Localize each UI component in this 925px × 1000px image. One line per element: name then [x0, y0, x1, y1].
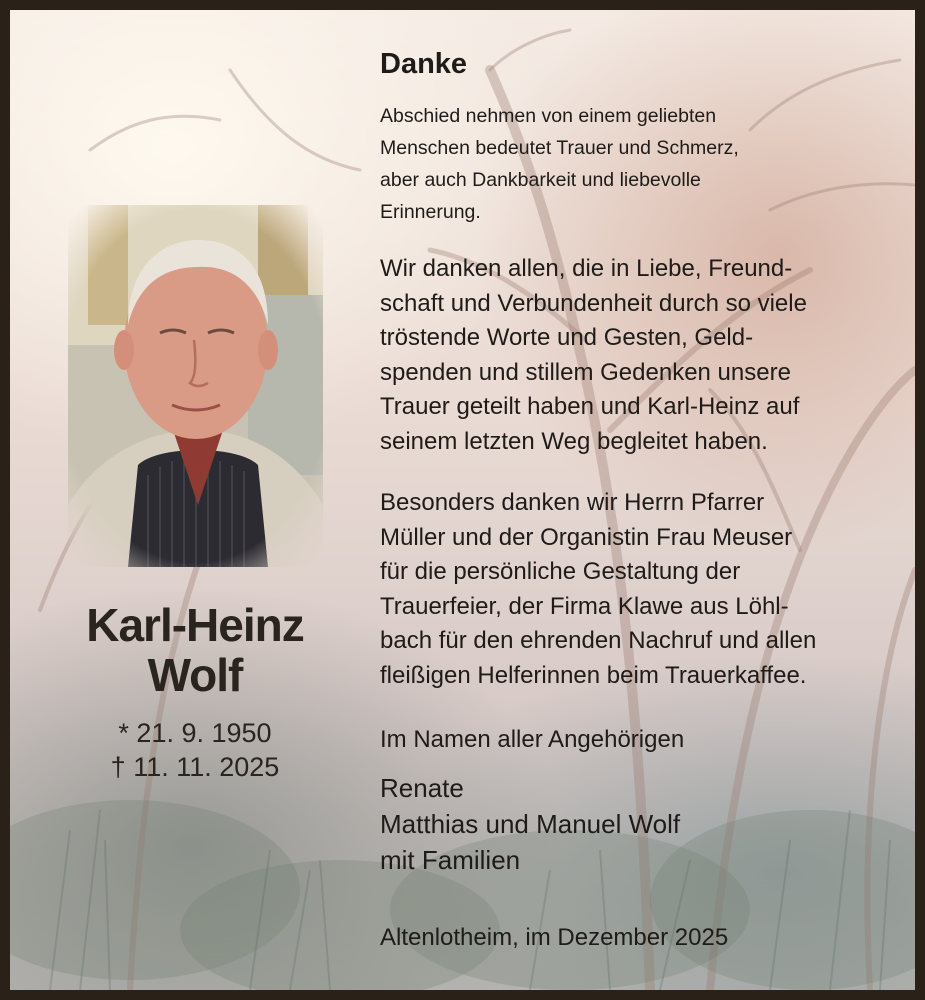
thanks1-line: schaft und Verbundenheit durch so viele [380, 289, 807, 317]
thanks2-line: Trauerfeier, der Firma Klawe aus Löhl- [380, 592, 789, 620]
intro-paragraph [380, 100, 850, 228]
birth-date: * 21. 9. 1950 [118, 718, 272, 748]
intro-line: Menschen bedeutet Trauer und Schmerz, [380, 137, 739, 159]
intro-line: Abschied nehmen von einem geliebten [380, 105, 717, 127]
thanks2-line: fleißigen Helferinnen beim Trauerkaffee. [380, 661, 807, 689]
thanks-paragraph-1 [380, 252, 875, 459]
thanks-paragraph-2 [380, 486, 875, 693]
intro-line: Erinnerung. [380, 201, 481, 223]
thanks1-line: tröstende Worte und Gesten, Geld- [380, 324, 754, 351]
obituary-card [10, 10, 915, 990]
place-date: Altenlotheim, im Dezember 2025 [380, 924, 729, 951]
family-line: mit Familien [380, 845, 521, 875]
thanks2-line: bach für den ehrenden Nachruf und allen [380, 627, 817, 654]
intro-line: aber auch Dankbarkeit und liebevolle [380, 169, 701, 191]
thanks2-line: Müller und der Organistin Frau Meuser [380, 523, 793, 551]
heading-danke: Danke [380, 48, 468, 80]
portrait-photo [68, 205, 323, 567]
death-date: † 11. 11. 2025 [110, 752, 280, 782]
thanks2-line: für die persönliche Gestaltung der [380, 558, 741, 585]
thanks1-line: Wir danken allen, die in Liebe, Freund- [380, 255, 793, 282]
thanks1-line: Trauer geteilt haben und Karl-Heinz auf [380, 393, 800, 420]
thanks1-line: spenden und stillem Gedenken unsere [380, 358, 791, 386]
portrait-illustration [68, 205, 323, 567]
thanks2-line: Besonders danken wir Herrn Pfarrer [380, 489, 765, 516]
name-first: Karl-Heinz [86, 599, 304, 651]
thanks1-line: seinem letzten Weg begleitet haben. [380, 427, 768, 455]
family-names [380, 770, 680, 878]
name-last: Wolf [147, 649, 243, 701]
on-behalf-line: Im Namen aller Angehörigen [380, 726, 685, 753]
family-line: Renate [380, 773, 464, 803]
family-line: Matthias und Manuel Wolf [380, 809, 681, 839]
